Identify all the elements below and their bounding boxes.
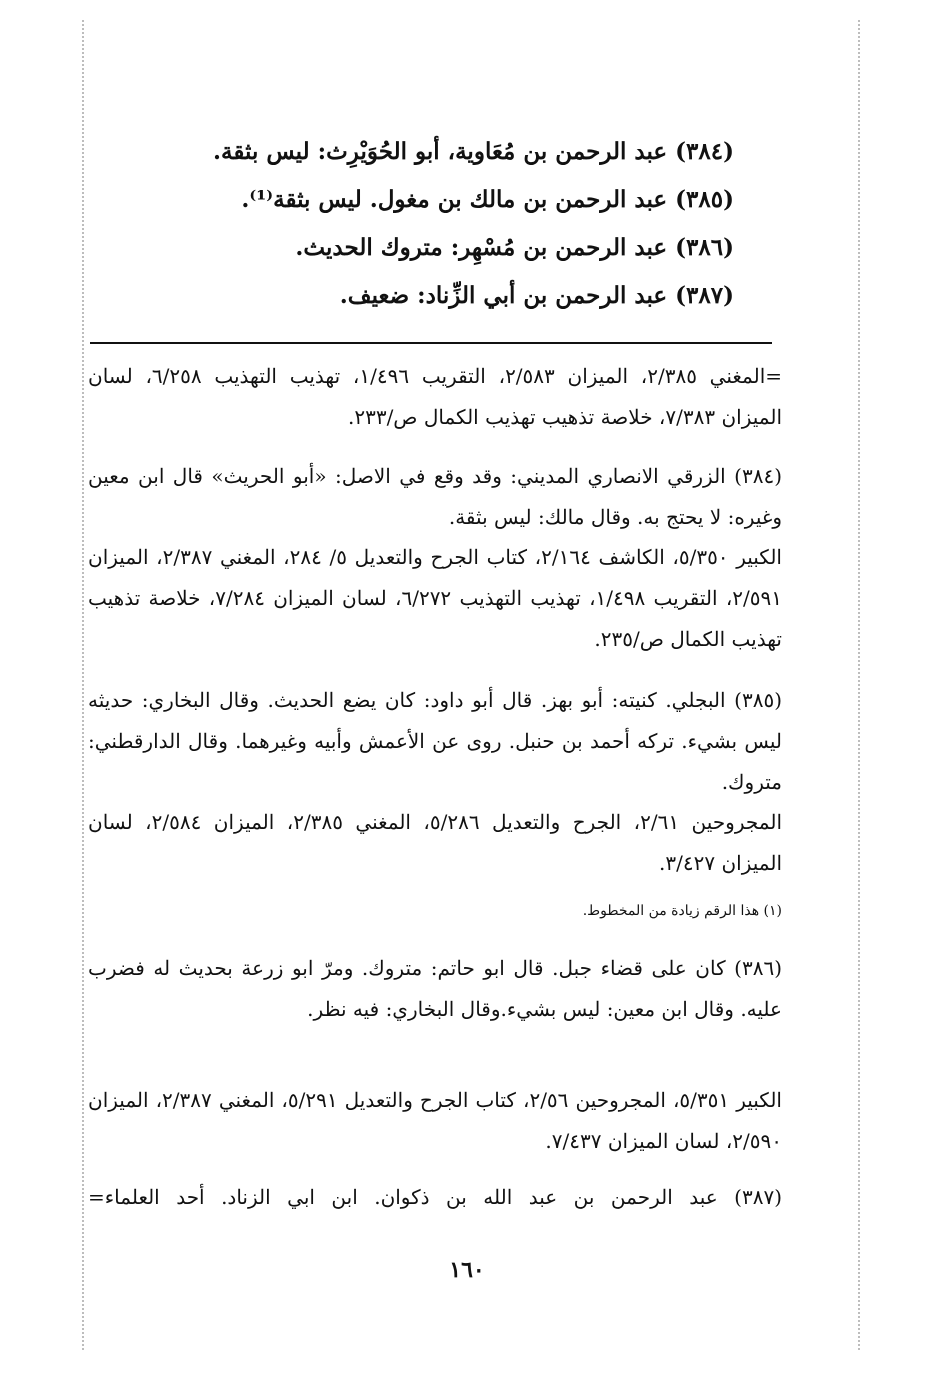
- entry-385: (٣٨٥) عبد الرحمن بن مالك بن مغول. ليس بثقة⁽¹⁾.: [241, 186, 734, 213]
- note-387: (٣٨٧) عبد الرحمن بن عبد الله بن ذكوان. ابن ابي الزناد. أحد العلماء=: [88, 1185, 782, 1209]
- note-continuation: =المغني ٢/٣٨٥، الميزان ٢/٥٨٣، التقريب ١/٤٩٦، تهذيب التهذيب ٦/٢٥٨، لسان الميزان ٧/٣٨٣، خلاصة تذهيب تهذيب الكمال ص/٢٣٣.: [88, 364, 783, 429]
- page-number: ١٦٠: [449, 1257, 485, 1283]
- note-385: (٣٨٥) البجلي. كنيته: أبو بهز. قال أبو داود: كان يضع الحديث. وقال البخاري: حديثه ليس بشيء. تركه أحمد بن حنبل. روى عن الأعمش وأبيه وغيرهما. وقال الدارقطني: متروك.: [88, 688, 782, 794]
- main-entries: [174, 128, 734, 320]
- note-385-sources: المجروحين ٢/٦١، الجرح والتعديل ٥/٢٨٦، المغني ٢/٣٨٥، الميزان ٢/٥٨٤، لسان الميزان ٣/٤٢٧.: [88, 810, 782, 875]
- note-384: (٣٨٤) الزرقي الانصاري المديني: وقد وقع في الاصل: «أبو الحريث» قال ابن معين وغيره: لا يحتج به. وقال مالك: ليس بثقة.: [88, 464, 782, 529]
- scan-margin-dots-left: [82, 20, 84, 1350]
- entry-387: (٣٨٧) عبد الرحمن بن أبي الزِّناد: ضعيف.: [339, 282, 734, 309]
- note-386: (٣٨٦) كان على قضاء جبل. قال ابو حاتم: متروك. ومرّ ابو زرعة بحديث له فضرب عليه. وقال ابن معين: ليس بشيء.وقال البخاري: فيه نظر.: [88, 956, 782, 1021]
- entry-386: (٣٨٦) عبد الرحمن بن مُسْهِر: متروك الحديث.: [295, 234, 734, 261]
- note-384-sources: الكبير ٥/٣٥٠، الكاشف ٢/١٦٤، كتاب الجرح والتعديل ٥/ ٢٨٤، المغني ٢/٣٨٧، الميزان ٢/٥٩١، التقريب ١/٤٩٨، تهذيب التهذيب ٦/٢٧٢، لسان الميزان ٧/٢٨٤، خلاصة تذهيب تهذيب الكمال ص/٢٣٥.: [88, 545, 782, 651]
- entry-384: (٣٨٤) عبد الرحمن بن مُعَاوية، أبو الحُوَيْرِث: ليس بثقة.: [213, 138, 734, 165]
- scan-margin-dots-right: [858, 20, 860, 1350]
- note-386-sources: الكبير ٥/٣٥١، المجروحين ٢/٥٦، كتاب الجرح والتعديل ٥/٢٩١، المغني ٢/٣٨٧، الميزان ٢/٥٩٠، لسان الميزان ٧/٤٣٧.: [88, 1088, 782, 1153]
- footnote-1: (١) هذا الرقم زيادة من المخطوط.: [582, 903, 782, 919]
- footnote-separator: [90, 342, 772, 344]
